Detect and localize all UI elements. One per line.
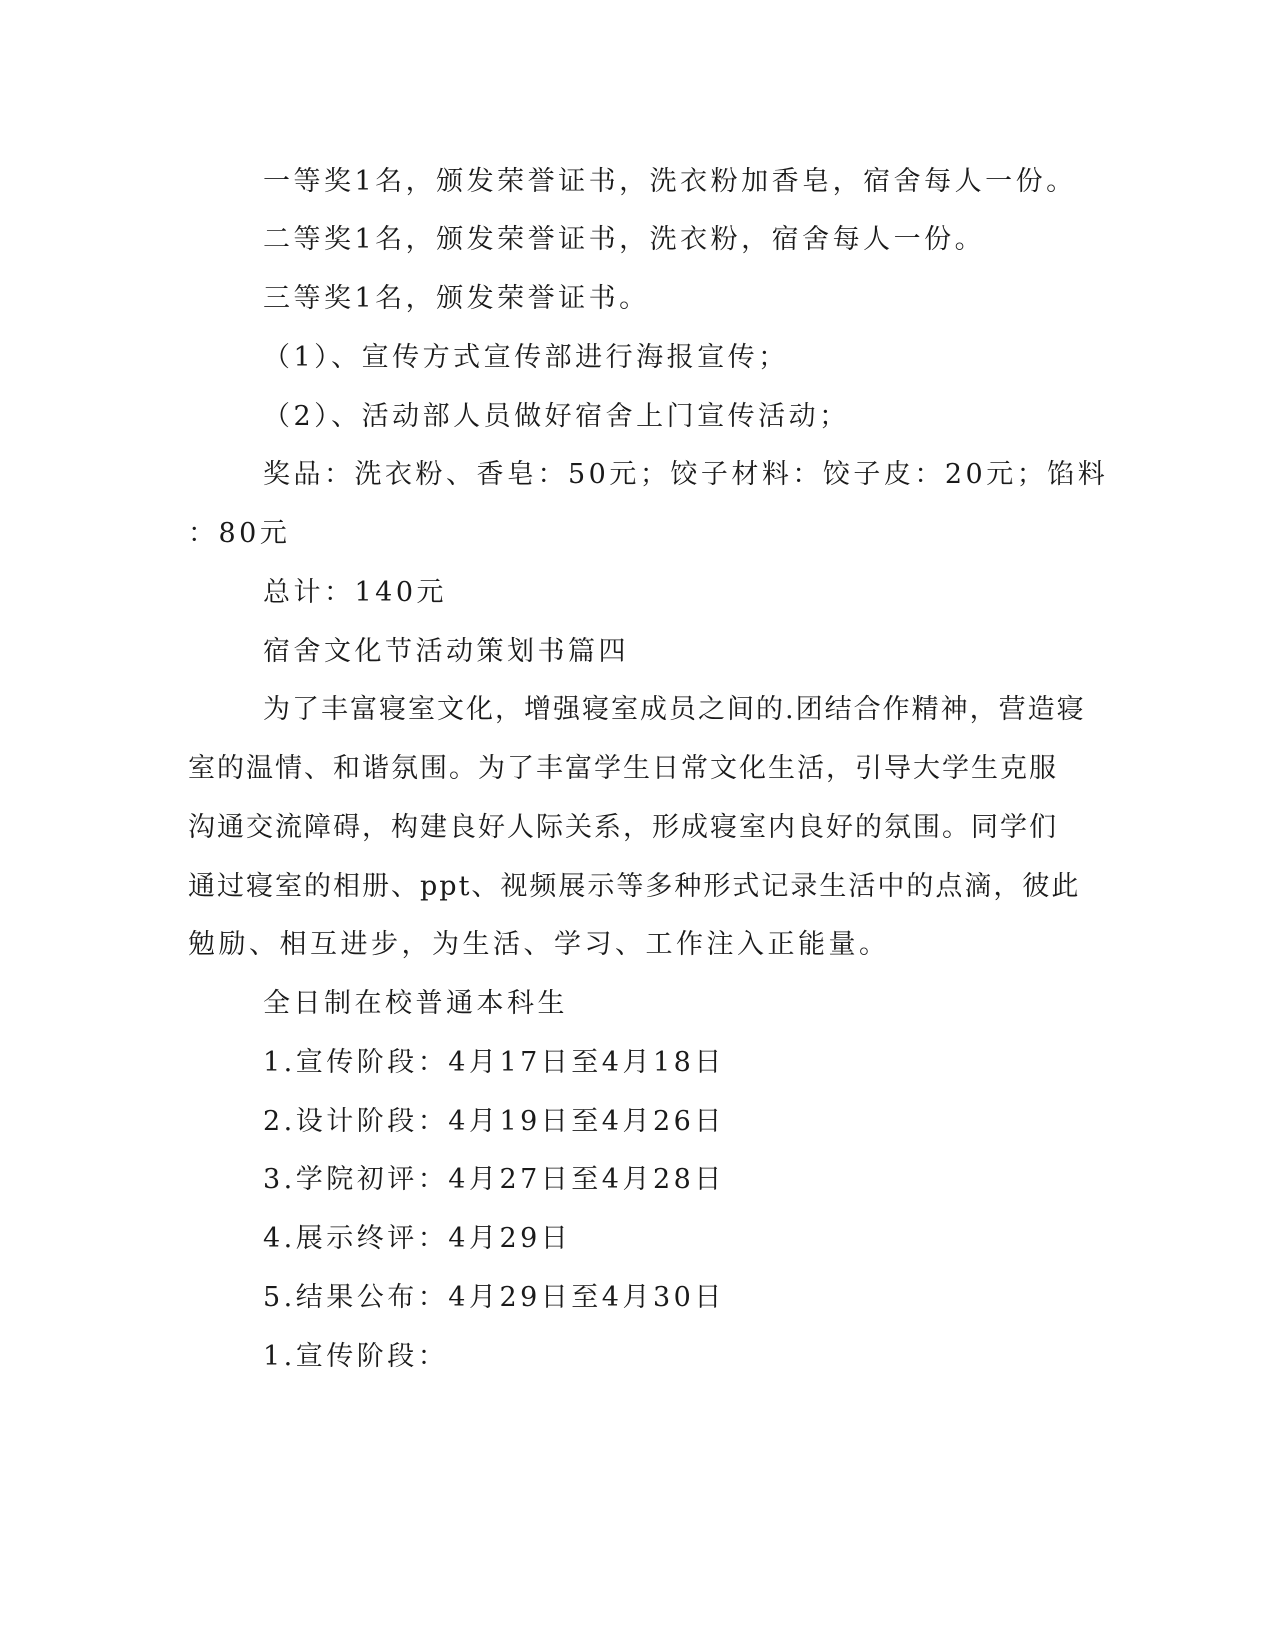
paragraph-line: 通过寝室的相册、ppt、视频展示等多种形式记录生活中的点滴，彼此 — [188, 871, 1081, 902]
schedule-item: 4.展示终评：4月29日 — [263, 1223, 572, 1254]
section-heading: 宿舍文化节活动策划书篇四 — [263, 636, 629, 667]
paragraph-line: 室的温情、和谐氛围。为了丰富学生日常文化生活，引导大学生克服 — [188, 753, 1058, 784]
schedule-item: 5.结果公布：4月29日至4月30日 — [263, 1282, 725, 1313]
schedule-item: 1.宣传阶段：4月17日至4月18日 — [263, 1047, 725, 1078]
text-line: 一等奖1名，颁发荣誉证书，洗衣粉加香皂，宿舍每人一份。 — [263, 166, 1077, 197]
paragraph-line: 勉励、相互进步，为生活、学习、工作注入正能量。 — [188, 929, 890, 960]
text-line: （1）、宣传方式宣传部进行海报宣传； — [263, 342, 789, 373]
text-line: ：80元 — [188, 518, 291, 549]
text-line: 全日制在校普通本科生 — [263, 988, 568, 1019]
text-line: 奖品：洗衣粉、香皂：50元；饺子材料：饺子皮：20元；馅料 — [263, 459, 1109, 490]
paragraph-line: 为了丰富寝室文化，增强寝室成员之间的.团结合作精神，营造寝 — [263, 694, 1086, 725]
paragraph-line: 沟通交流障碍，构建良好人际关系，形成寝室内良好的氛围。同学们 — [188, 812, 1058, 843]
text-line: 三等奖1名，颁发荣誉证书。 — [263, 283, 650, 314]
text-line: 二等奖1名，颁发荣誉证书，洗衣粉，宿舍每人一份。 — [263, 224, 986, 255]
text-line: （2）、活动部人员做好宿舍上门宣传活动； — [263, 401, 850, 432]
schedule-item: 3.学院初评：4月27日至4月28日 — [263, 1164, 725, 1195]
schedule-item: 2.设计阶段：4月19日至4月26日 — [263, 1106, 725, 1137]
text-line: 总计：140元 — [263, 577, 448, 608]
text-line: 1.宣传阶段： — [263, 1341, 449, 1372]
